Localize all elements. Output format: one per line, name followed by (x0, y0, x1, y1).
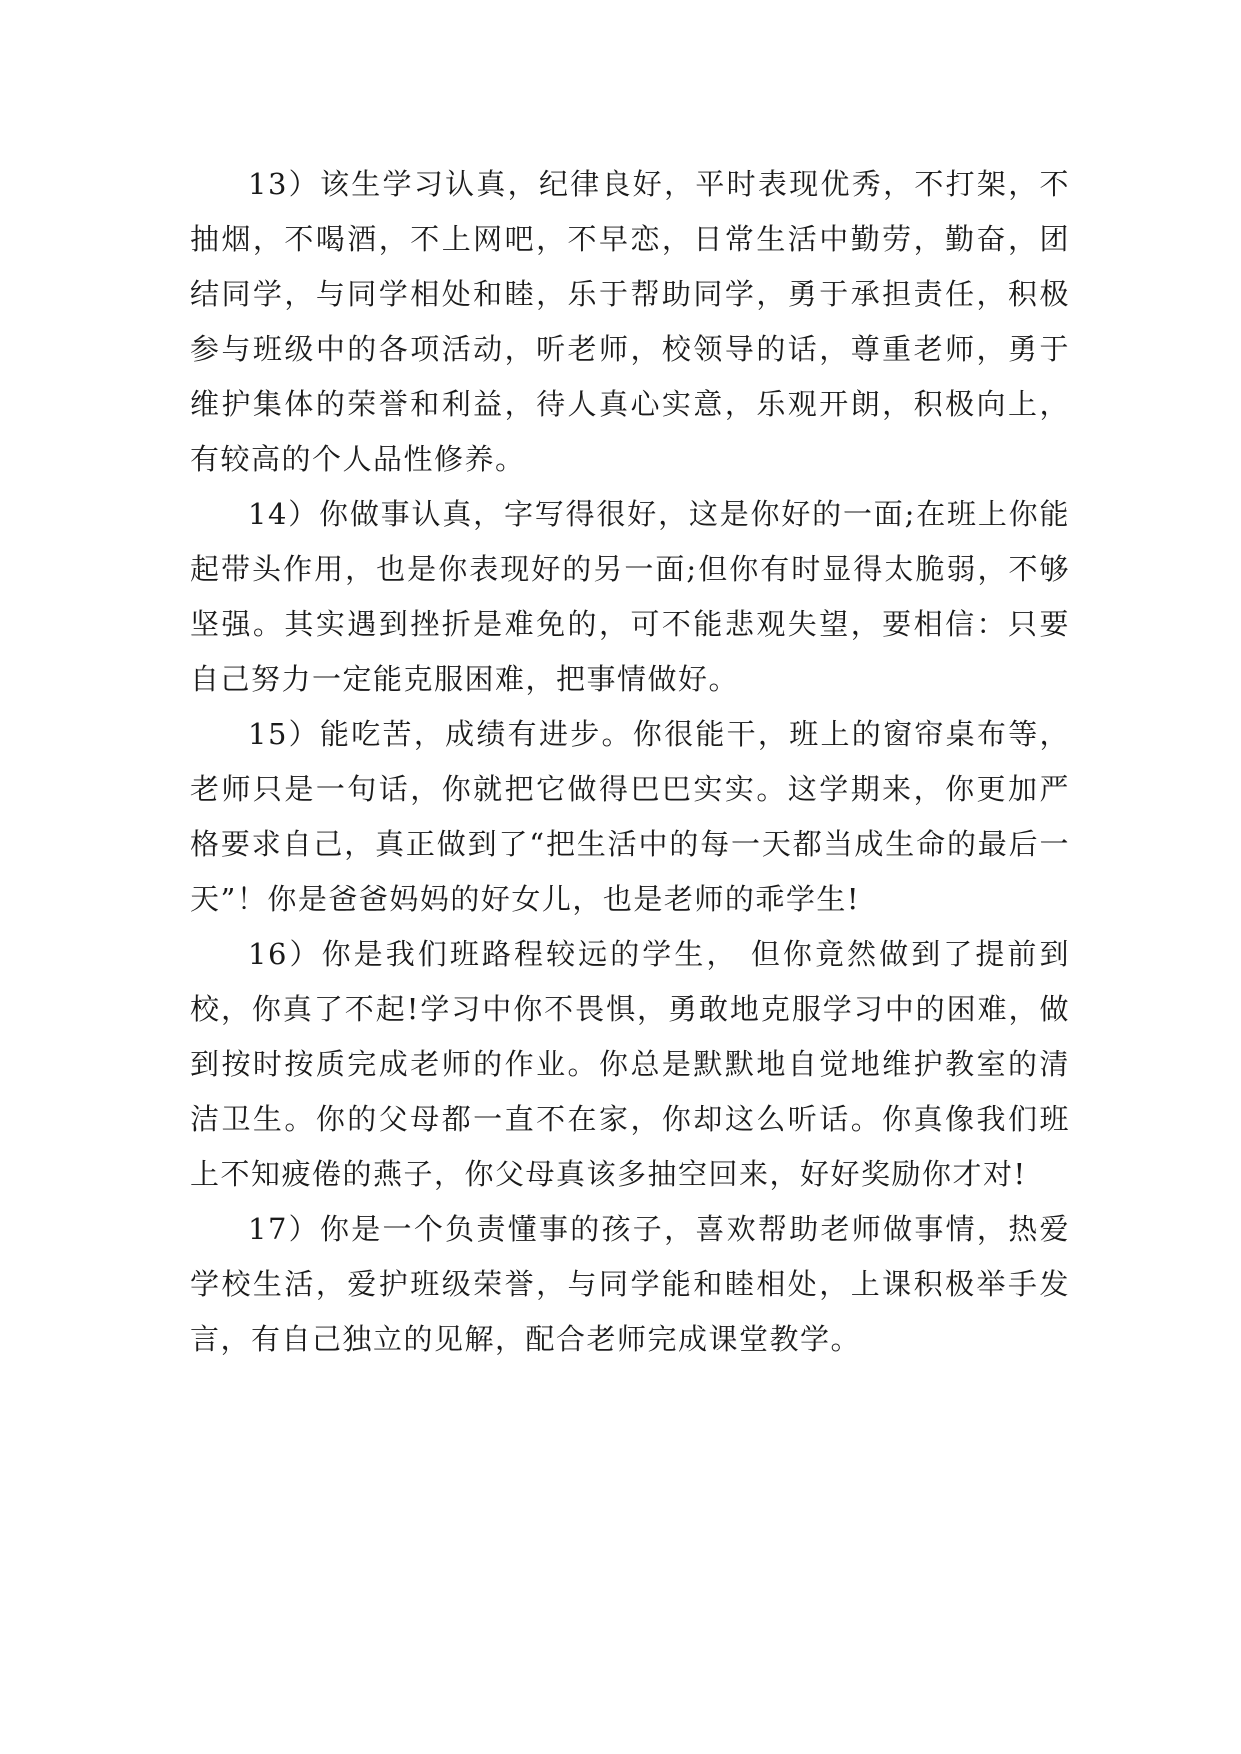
paragraph-14 (190, 487, 1070, 707)
paragraph-text: 能吃苦，成绩有进步。你很能干，班上的窗帘桌布等，老师只是一句话，你就把它做得巴巴实实。这学期来，你更加严格要求自己，真正做到了“把生活中的每一天都当成生命的最后一天”！你是爸爸妈妈的好女儿，也是老师的乖学生! (190, 717, 1070, 916)
paragraph-text: 你做事认真，字写得很好，这是你好的一面;在班上你能起带头作用，也是你表现好的另一面;但你有时显得太脆弱，不够坚强。其实遇到挫折是难免的，可不能悲观失望，要相信：只要自己努力一定能克服困难，把事情做好。 (190, 497, 1070, 696)
paragraph-16 (190, 927, 1070, 1202)
paragraph-17 (190, 1202, 1070, 1367)
paragraph-15 (190, 707, 1070, 927)
paragraph-number: 15） (248, 717, 320, 751)
paragraph-text: 该生学习认真，纪律良好，平时表现优秀，不打架，不抽烟，不喝酒，不上网吧，不早恋，日常生活中勤劳，勤奋，团结同学，与同学相处和睦，乐于帮助同学，勇于承担责任，积极参与班级中的各项活动，听老师，校领导的话，尊重老师，勇于维护集体的荣誉和利益，待人真心实意，乐观开朗，积极向上，有较高的个人品性修养。 (190, 167, 1070, 476)
paragraph-text: 你是一个负责懂事的孩子，喜欢帮助老师做事情，热爱学校生活，爱护班级荣誉，与同学能和睦相处，上课积极举手发言，有自己独立的见解，配合老师完成课堂教学。 (190, 1212, 1070, 1356)
paragraph-text: 你是我们班路程较远的学生， 但你竟然做到了提前到校，你真了不起!学习中你不畏惧，勇敢地克服学习中的困难，做到按时按质完成老师的作业。你总是默默地自觉地维护教室的清洁卫生。你的父母都一直不在家，你却这么听话。你真像我们班上不知疲倦的燕子，你父母真该多抽空回来，好好奖励你才对! (190, 937, 1070, 1191)
paragraph-13 (190, 157, 1070, 487)
paragraph-number: 17） (248, 1212, 320, 1246)
paragraph-number: 16） (248, 937, 322, 971)
paragraph-number: 14） (248, 497, 320, 531)
document-body (190, 157, 1070, 1367)
paragraph-number: 13） (248, 167, 320, 201)
